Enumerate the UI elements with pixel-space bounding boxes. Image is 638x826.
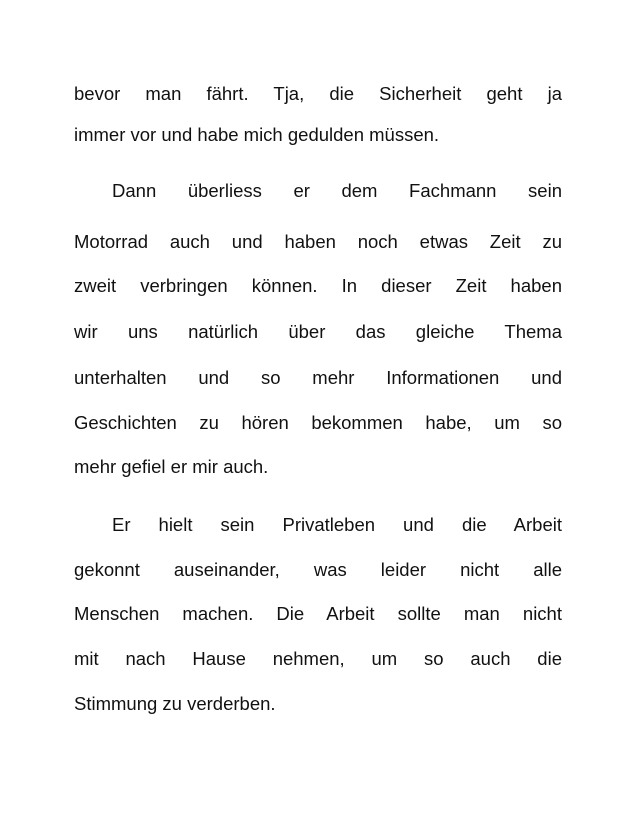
text-line: mit nach Hause nehmen, um so auch die xyxy=(74,648,562,669)
text-line: Menschen machen. Die Arbeit sollte man nicht xyxy=(74,603,562,624)
text-line: Motorrad auch und haben noch etwas Zeit zu xyxy=(74,231,562,252)
text-line: Geschichten zu hören bekommen habe, um so xyxy=(74,412,562,433)
text-line: gekonnt auseinander, was leider nicht alle xyxy=(74,559,562,580)
text-line: zweit verbringen können. In dieser Zeit haben xyxy=(74,275,562,296)
paragraph-start-line: Dann überliess er dem Fachmann sein xyxy=(112,180,562,201)
text-line: unterhalten und so mehr Informationen und xyxy=(74,367,562,388)
paragraph-start-line: Er hielt sein Privatleben und die Arbeit xyxy=(112,514,562,535)
text-line: mehr gefiel er mir auch. xyxy=(74,456,269,477)
text-line: wir uns natürlich über das gleiche Thema xyxy=(74,321,562,342)
text-line: Stimmung zu verderben. xyxy=(74,693,276,714)
text-line: immer vor und habe mich gedulden müssen. xyxy=(74,124,440,145)
text-line: bevor man fährt. Tja, die Sicherheit geht ja xyxy=(74,83,562,104)
